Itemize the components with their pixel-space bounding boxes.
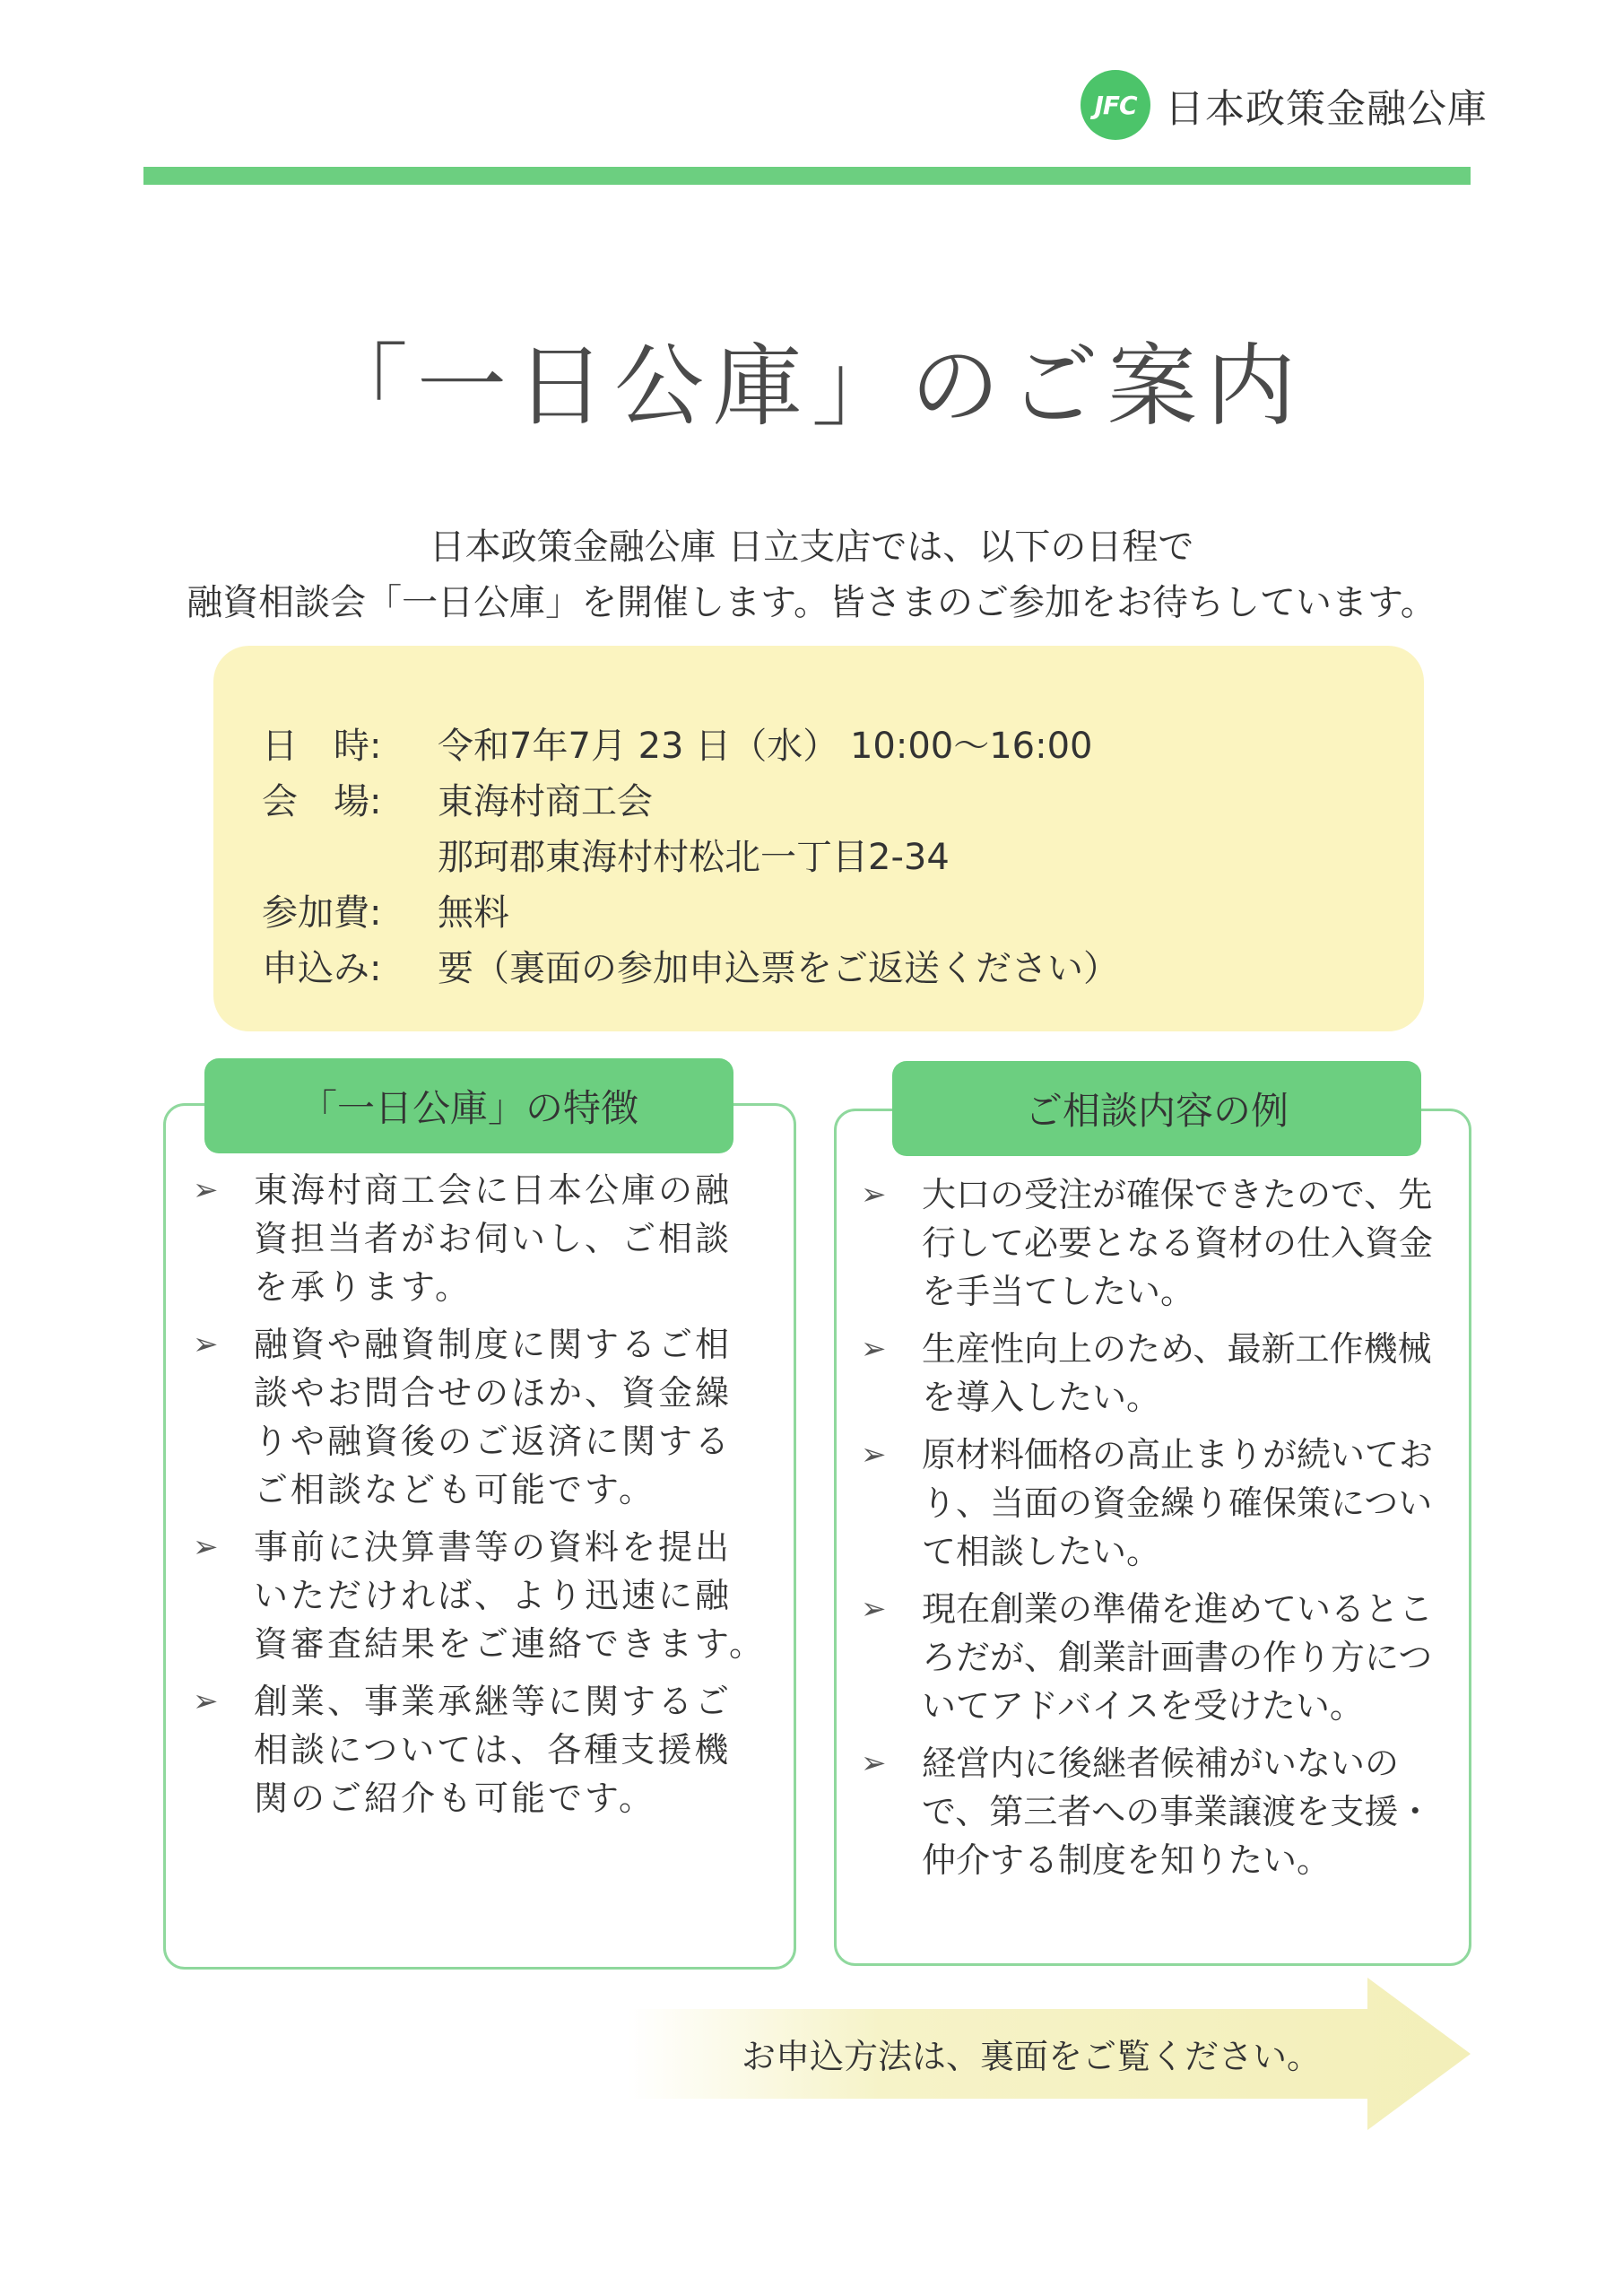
intro-line-2: 融資相談会「一日公庫」を開催します。皆さまのご参加をお待ちしています。	[187, 582, 1436, 623]
list-item	[193, 1166, 767, 1311]
examples-title: ご相談内容の例	[892, 1061, 1421, 1156]
arrow-bullet-icon: ➢	[861, 1437, 887, 1473]
features-list	[193, 1166, 767, 1831]
jfc-logo-icon: JFC	[1081, 70, 1150, 140]
list-item	[861, 1170, 1435, 1316]
arrow-bullet-icon: ➢	[193, 1326, 221, 1362]
venue-name: 東海村商工会	[438, 781, 653, 822]
arrow-bullet-icon: ➢	[193, 1529, 221, 1565]
header-divider	[143, 167, 1471, 185]
arrow-bullet-icon: ➢	[861, 1591, 887, 1627]
list-item	[861, 1739, 1435, 1884]
fee-value: 無料	[438, 892, 509, 934]
date-label: 日 時:	[262, 726, 382, 767]
intro-line-1: 日本政策金融公庫 日立支店では、以下の日程で	[429, 526, 1194, 568]
list-item	[193, 1523, 767, 1668]
example-text: 生産性向上のため、最新工作機械を導入したい。	[922, 1329, 1432, 1417]
example-text: 原材料価格の高止まりが続いており、当面の資金繰り確保策について相談したい。	[922, 1435, 1434, 1571]
date-value: 令和7年7月 23 日（水） 10:00～16:00	[438, 726, 1093, 767]
example-text: 経営内に後継者候補がいないので、第三者への事業譲渡を支援・仲介する制度を知りたい。	[922, 1744, 1433, 1880]
venue-label: 会 場:	[262, 781, 382, 822]
apply-value: 要（裏面の参加申込票をご返送ください）	[438, 948, 1119, 989]
feature-text: 融資や融資制度に関するご相談やお問合せのほか、資金繰りや融資後のご返済に関するご相談なども可能です。	[254, 1325, 733, 1509]
list-item	[861, 1585, 1435, 1730]
apply-label: 申込み:	[262, 948, 382, 989]
list-item	[193, 1677, 767, 1822]
list-item	[861, 1431, 1435, 1576]
feature-text: 創業、事業承継等に関するご相談については、各種支援機関のご紹介も可能です。	[254, 1682, 733, 1818]
page-title: 「一日公庫」のご案内	[318, 334, 1305, 439]
jfc-logo	[1081, 70, 1488, 140]
arrow-bullet-icon: ➢	[861, 1745, 887, 1781]
venue-address: 那珂郡東海村村松北一丁目2-34	[438, 837, 950, 878]
list-item	[193, 1320, 767, 1514]
example-text: 現在創業の準備を進めているところだが、創業計画書の作り方についてアドバイスを受けたい。	[922, 1589, 1434, 1726]
feature-text: 東海村商工会に日本公庫の融資担当者がお伺いし、ご相談を承ります。	[254, 1170, 733, 1307]
arrow-bullet-icon: ➢	[861, 1177, 887, 1213]
arrow-bullet-icon: ➢	[193, 1683, 221, 1719]
org-name: 日本政策金融公庫	[1165, 86, 1488, 132]
features-title: 「一日公庫」の特徴	[204, 1058, 733, 1153]
apply-method-note: お申込方法は、裏面をご覧ください。	[741, 2037, 1321, 2076]
arrow-bullet-icon: ➢	[861, 1331, 887, 1367]
fee-label: 参加費:	[262, 892, 382, 934]
list-item	[861, 1325, 1435, 1422]
examples-list	[861, 1170, 1435, 1893]
feature-text: 事前に決算書等の資料を提出いただければ、より迅速に融資審査結果をご連絡できます。	[254, 1527, 766, 1664]
example-text: 大口の受注が確保できたので、先行して必要となる資材の仕入資金を手当てしたい。	[922, 1175, 1434, 1311]
arrow-bullet-icon: ➢	[193, 1172, 221, 1208]
